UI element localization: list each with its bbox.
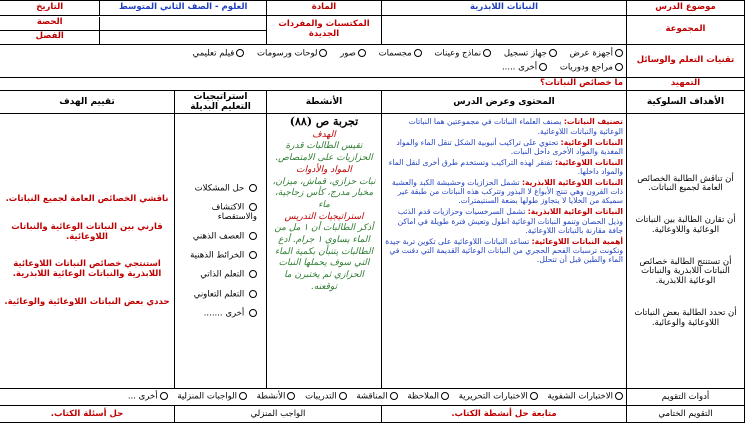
assessment-item: قارني بين النباتات الوعائية والنباتات اللاوعائية.	[11, 221, 163, 242]
activities-header: الأنشطة	[267, 90, 382, 114]
radio-icon	[319, 49, 327, 57]
objective-item: أن تناقش الطالبة الخصائص العامة لجميع النباتات.	[637, 173, 734, 194]
tool-option[interactable]: أجهزة عرض	[570, 49, 623, 59]
radio-icon	[249, 309, 257, 317]
activity-strategies-label: استراتيجيات التدريس	[284, 211, 364, 222]
subject-value: العلوم - الصف الثاني المتوسط	[100, 1, 266, 15]
radio-icon	[249, 290, 257, 298]
strategy-option[interactable]: التعلم التعاوني	[178, 290, 263, 300]
objective-item: أن تستنتج الطالبة خصائص النباتات اللابذرية والنباتات الوعائية اللابذرية.	[639, 256, 732, 287]
tool-option[interactable]: مجسمات	[379, 49, 422, 59]
radio-icon	[358, 49, 366, 57]
strategies-cell	[175, 114, 267, 389]
radio-icon	[441, 392, 449, 400]
evaluation-tools-label: أدوات التقويم	[627, 389, 745, 406]
homework-value: حل أسئلة الكتاب.	[0, 406, 175, 423]
activity-title: تجربة ص (٨٨)	[289, 115, 359, 129]
evaluation-option[interactable]: الاختبارات الشفوية	[547, 392, 623, 402]
radio-icon	[530, 392, 538, 400]
activity-materials: نبات حزازي، قماش، ميزان، مخبار مدرج، كأس زجاجية، ماء	[272, 176, 376, 210]
content-item: النباتات اللاوعائية اللابذرية: تشمل الحزازيات وحشيشة الكبد والعشبة ذات القرون وهي تنتج الأبواغ لا البذور وتتركب هذه النباتات من طبقة غير سميكة من الخلايا لا يتجاوز طولها بضعة السنتيمترات.	[391, 178, 623, 206]
activity-goal-label: الهدف	[312, 129, 336, 140]
period-label: الحصة	[0, 17, 100, 31]
content-cell	[382, 114, 627, 389]
tools-label: تقنيات التعلم والوسائل	[627, 45, 745, 78]
strategy-option[interactable]: الخرائط الذهنية	[178, 251, 263, 261]
tool-option[interactable]: مراجع ودوريات	[560, 63, 623, 73]
activity-goal: تقيس الطالبات قدرة الحزازيات على الامتصاص.	[275, 141, 373, 164]
radio-icon	[483, 49, 491, 57]
strategy-option[interactable]: أخرى .......	[178, 309, 263, 319]
objective-item: أن تحدد الطالبة بعض النباتات اللاوعائية والوعائية.	[634, 307, 737, 328]
content-item: تصنيف النباتات: يصنف العلماء النباتات في مجموعتين هما النباتات الوعائية والنباتات اللاوعائية.	[408, 117, 623, 136]
content-item: أهمية النباتات اللاوعائية: تساعد النباتات اللاوعائية على تكوين تربة جيدة وتكونت ترسبات الفحم الحجري من النباتات الوعائية القديمة التي دفنت في الماء والطين قبل أن تتحلل.	[385, 236, 623, 264]
date-label: التاريخ	[36, 2, 64, 13]
evaluation-option[interactable]: الواجبات المنزلية	[177, 392, 247, 402]
objectives-header: الأهداف السلوكية	[627, 90, 745, 114]
assessment-header: تقييم الهدف	[0, 90, 175, 114]
tool-option[interactable]: فيلم تعليمي	[193, 49, 245, 59]
evaluation-option[interactable]: أخرى ...	[128, 392, 168, 402]
tools-options	[0, 45, 627, 78]
evaluation-tools-options	[0, 389, 627, 406]
tool-option[interactable]: نماذج وعينات	[434, 49, 491, 59]
assessment-item: حددي بعض النباتات اللاوعائية والوعائية.	[4, 296, 170, 307]
radio-icon	[539, 63, 547, 71]
prior-knowledge-label: المكتسبات والمفردات الجديدة	[267, 16, 382, 45]
group-label: المجموعة	[627, 16, 745, 45]
radio-icon	[249, 184, 257, 192]
evaluation-option[interactable]: الملاحظة	[407, 392, 449, 402]
content-item: النباتات اللاوعائية: تفتقر لهذه التراكيب وتستخدم طرق أخرى لنقل الماء والمواد داخلها.	[388, 157, 623, 176]
radio-icon	[615, 63, 623, 71]
objective-item: أن تقارن الطالبة بين النباتات الوعائية واللاوعائية.	[635, 215, 736, 235]
content-item: النباتات الوعائية: تحتوي على تراكيب أنبوبية الشكل تنقل الماء والمواد المغذية والمواد الأخرى داخل النبات.	[396, 137, 623, 156]
activity-steps: أذكر الطالبات أن ١ مل من الماء يساوي ١ جرام. أدع الطالبات يتنبأن بكمية الماء التي سوف يحملها النبات الحزازي ثم يختبرن ما توقعنه.	[274, 223, 374, 292]
radio-icon	[249, 270, 257, 278]
intro-label: التمهيد	[627, 78, 745, 91]
lesson-topic-value: النباتات اللابذرية	[382, 1, 627, 16]
strategy-option[interactable]: العصف الذهني	[178, 232, 263, 242]
evaluation-option[interactable]: المناقشة	[356, 392, 397, 402]
assessment-cell	[0, 114, 175, 389]
lesson-topic-label: موضوع الدرس	[627, 1, 745, 16]
evaluation-option[interactable]: التدريبات	[305, 392, 347, 402]
tool-option[interactable]: لوحات ورسومات	[257, 49, 327, 59]
strategy-option[interactable]: التعلم الذاتي	[178, 270, 263, 280]
final-eval-label: التقويم الختامي	[627, 406, 745, 423]
objectives-cell	[627, 114, 745, 389]
homework-label: الواجب المنزلي	[175, 406, 382, 423]
strategy-option[interactable]: الاكتشاف والاستقصاء	[211, 202, 257, 223]
group-value[interactable]	[382, 16, 627, 45]
radio-icon	[615, 392, 623, 400]
tool-option[interactable]: جهاز تسجيل	[504, 49, 557, 59]
strategies-header: استراتيجيات التعليم البديلة	[175, 90, 267, 114]
radio-icon	[287, 392, 295, 400]
assessment-item: ناقشي الخصائص العامة لجميع النباتات.	[5, 194, 169, 205]
period-value[interactable]	[100, 17, 266, 31]
intro-text: ما خصائص النباتات؟	[0, 78, 627, 91]
radio-icon	[249, 203, 257, 211]
evaluation-option[interactable]: الاختبارات التحريرية	[459, 392, 538, 402]
class-label: الفصل	[35, 31, 64, 42]
radio-icon	[390, 392, 398, 400]
radio-icon	[339, 392, 347, 400]
content-header: المحتوى وعرض الدرس	[382, 90, 627, 114]
subject-label: المادة	[267, 1, 382, 16]
radio-icon	[249, 251, 257, 259]
activities-cell	[267, 114, 382, 389]
class-value[interactable]	[100, 30, 266, 44]
final-eval-value: متابعة حل أنشطة الكتاب.	[382, 406, 627, 423]
strategy-option[interactable]: حل المشكلات	[178, 184, 263, 194]
radio-icon	[414, 49, 422, 57]
radio-icon	[239, 392, 247, 400]
activity-materials-label: المواد والأدوات	[296, 164, 352, 175]
radio-icon	[615, 49, 623, 57]
radio-icon	[236, 49, 244, 57]
evaluation-option[interactable]: الأنشطة	[257, 392, 296, 402]
tool-option[interactable]: أخرى .....	[502, 63, 547, 73]
radio-icon	[549, 49, 557, 57]
radio-icon	[249, 232, 257, 240]
content-item: النباتات الوعائية اللابذرية: تشمل السرخسيات وحزازيات قدم الذئب وذيل الحصان وتنمو النباتات الوعائية اطول وتعيش فترة طويلة في اماكن جافة مقارنة بالنباتات اللاوعائية.	[397, 207, 623, 235]
tool-option[interactable]: صور	[340, 49, 366, 59]
radio-icon	[160, 392, 168, 400]
assessment-item: استنتجي خصائص النباتات اللاوعائية اللابذرية والنباتات الوعائية اللابذرية.	[12, 259, 162, 280]
